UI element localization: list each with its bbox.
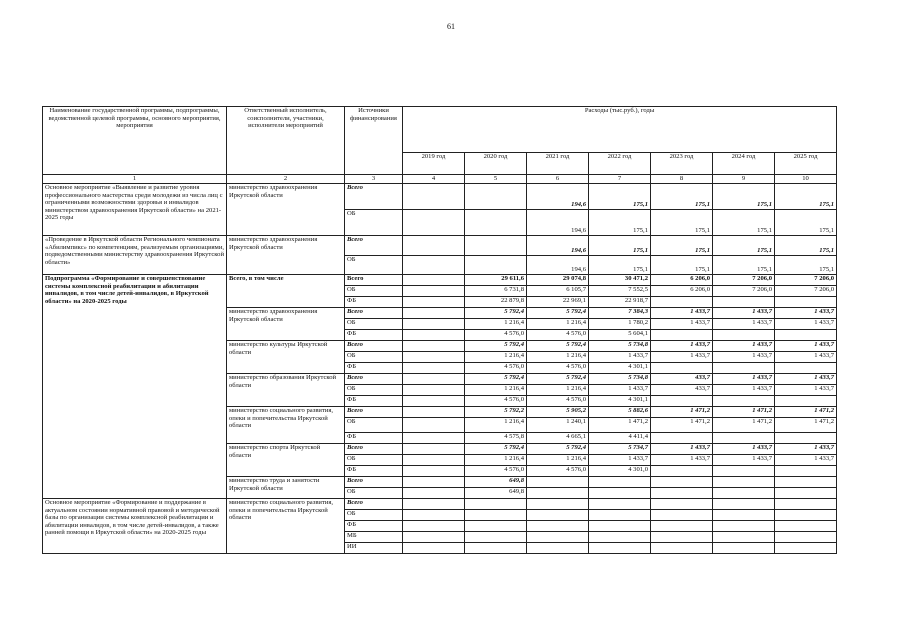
amount-cell [465,256,527,275]
amount-cell [465,543,527,554]
amount-cell: 5 792,4 [465,444,527,455]
amount-cell: 5 882,6 [589,407,651,418]
funding-source: МБ [345,532,403,543]
header-year-3: 2022 год [589,153,651,175]
amount-cell [589,499,651,510]
amount-cell: 1 433,7 [589,385,651,396]
amount-cell: 175,1 [775,236,837,256]
amount-cell: 4 576,0 [527,396,589,407]
table-row [43,236,837,256]
amount-cell: 1 471,2 [651,407,713,418]
funding-source: ОБ [345,455,403,466]
amount-cell: 5 792,4 [465,374,527,385]
amount-cell: 5 792,4 [465,341,527,352]
amount-cell [465,184,527,210]
amount-cell [403,236,465,256]
amount-cell: 1 433,7 [713,308,775,319]
funding-source: ФБ [345,363,403,374]
amount-cell: 175,1 [713,184,775,210]
amount-cell: 175,1 [775,184,837,210]
amount-cell: 6 105,7 [527,286,589,297]
amount-cell: 175,1 [589,210,651,236]
header-year-4: 2023 год [651,153,713,175]
amount-cell [403,455,465,466]
funding-source: ФБ [345,330,403,341]
amount-cell [651,330,713,341]
amount-cell: 1 471,2 [713,407,775,418]
amount-cell [403,330,465,341]
amount-cell: 5 734,7 [589,444,651,455]
amount-cell: 4 576,0 [527,363,589,374]
amount-cell [713,521,775,532]
amount-cell [465,210,527,236]
amount-cell [589,510,651,521]
table-row [43,184,837,210]
amount-cell [713,488,775,499]
amount-cell: 1 216,4 [465,352,527,363]
header-executor: Ответственный исполнитель, соисполнители, участники, исполнители мероприятий [227,107,345,175]
amount-cell: 175,1 [651,210,713,236]
column-number-8: 8 [651,175,713,184]
amount-cell: 7 206,0 [713,275,775,286]
column-number-4: 4 [403,175,465,184]
amount-cell [713,532,775,543]
amount-cell: 433,7 [651,385,713,396]
funding-source: ОБ [345,488,403,499]
program-name: Основное мероприятие «Формирование и поддержание в актуальном состоянии нормативной правовой и методической базы по организации системы комплексной реабилитации и абилитации инвалидов, в том числе детей-инвалидов, а также ранней помощи в Иркутской области» на 2020-2025 годы [43,499,227,554]
amount-cell: 4 575,8 [465,433,527,444]
amount-cell: 1 433,7 [589,455,651,466]
amount-cell [403,396,465,407]
amount-cell [403,210,465,236]
amount-cell [651,433,713,444]
amount-cell [403,532,465,543]
table-row [43,275,837,286]
amount-cell [775,466,837,477]
funding-source: ОБ [345,319,403,330]
funding-source: ФБ [345,466,403,477]
amount-cell [527,477,589,488]
funding-source: Всего [345,407,403,418]
amount-cell [589,543,651,554]
amount-cell: 1 216,4 [527,352,589,363]
amount-cell [403,275,465,286]
executor: министерство здравоохранения Иркутской области [227,308,345,341]
amount-cell [775,532,837,543]
funding-source: ОБ [345,352,403,363]
amount-cell: 175,1 [713,236,775,256]
amount-cell: 1 433,7 [651,352,713,363]
amount-cell: 1 433,7 [775,341,837,352]
amount-cell [775,363,837,374]
header-year-6: 2025 год [775,153,837,175]
amount-cell [713,363,775,374]
amount-cell [713,330,775,341]
amount-cell: 175,1 [651,184,713,210]
amount-cell: 1 433,7 [713,385,775,396]
amount-cell: 6 731,8 [465,286,527,297]
amount-cell: 1 433,7 [713,374,775,385]
amount-cell [465,236,527,256]
amount-cell [713,297,775,308]
amount-cell [651,532,713,543]
amount-cell [403,488,465,499]
amount-cell [589,532,651,543]
amount-cell: 5 792,4 [527,308,589,319]
amount-cell: 175,1 [713,210,775,236]
amount-cell [527,543,589,554]
budget-table [42,106,837,554]
amount-cell [713,543,775,554]
amount-cell [403,510,465,521]
amount-cell: 1 433,7 [775,385,837,396]
header-year-2: 2021 год [527,153,589,175]
amount-cell: 5 734,8 [589,341,651,352]
amount-cell: 1 433,7 [713,352,775,363]
amount-cell: 175,1 [651,236,713,256]
column-number-5: 5 [465,175,527,184]
amount-cell: 5 734,8 [589,374,651,385]
executor: министерство спорта Иркутской области [227,444,345,477]
amount-cell [403,352,465,363]
funding-source: ОБ [345,286,403,297]
amount-cell: 1 780,2 [589,319,651,330]
amount-cell: 1 471,2 [713,418,775,433]
amount-cell: 4 665,1 [527,433,589,444]
amount-cell: 1 216,4 [465,455,527,466]
amount-cell [651,477,713,488]
amount-cell [403,407,465,418]
amount-cell: 175,1 [713,256,775,275]
amount-cell [713,477,775,488]
amount-cell [403,499,465,510]
amount-cell [403,477,465,488]
amount-cell: 1 433,7 [651,341,713,352]
amount-cell: 1 471,2 [775,418,837,433]
amount-cell: 4 576,0 [465,330,527,341]
amount-cell: 1 216,4 [527,319,589,330]
amount-cell [465,532,527,543]
amount-cell [403,286,465,297]
column-number-9: 9 [713,175,775,184]
header-source: Источники финансирования [345,107,403,175]
amount-cell [651,396,713,407]
amount-cell [403,543,465,554]
funding-source: ФБ [345,433,403,444]
amount-cell: 1 216,4 [527,455,589,466]
amount-cell [713,433,775,444]
amount-cell [713,499,775,510]
amount-cell: 5 905,2 [527,407,589,418]
amount-cell [651,297,713,308]
program-name: «Проведение в Иркутской области Регионального чемпионата «Абилимпикс» по компетенциям, реализуемым организациями, подведомственными министерству здравоохранения Иркутской области» [43,236,227,275]
funding-source: Всего [345,477,403,488]
amount-cell: 5 792,4 [527,374,589,385]
amount-cell: 6 206,0 [651,275,713,286]
amount-cell [403,521,465,532]
amount-cell: 7 384,3 [589,308,651,319]
executor: министерство образования Иркутской области [227,374,345,407]
executor: министерство социального развития, опеки и попечительства Иркутской области [227,499,345,554]
amount-cell [651,466,713,477]
amount-cell: 1 216,4 [465,385,527,396]
funding-source: Всего [345,341,403,352]
amount-cell [403,385,465,396]
amount-cell: 7 206,0 [775,286,837,297]
amount-cell: 1 433,7 [713,341,775,352]
amount-cell [775,396,837,407]
amount-cell: 1 433,7 [775,455,837,466]
header-year-1: 2020 год [465,153,527,175]
amount-cell: 30 471,2 [589,275,651,286]
amount-cell: 4 576,0 [527,330,589,341]
amount-cell: 1 471,2 [775,407,837,418]
funding-source: Всего [345,499,403,510]
executor: министерство культуры Иркутской области [227,341,345,374]
funding-source: ОБ [345,510,403,521]
amount-cell: 4 576,0 [527,466,589,477]
amount-cell: 4 576,0 [465,396,527,407]
funding-source: ОБ [345,385,403,396]
amount-cell: 4 301,1 [589,363,651,374]
amount-cell: 1 216,4 [527,385,589,396]
amount-cell: 1 433,7 [775,319,837,330]
amount-cell: 1 433,7 [775,374,837,385]
amount-cell [403,363,465,374]
amount-cell: 5 792,4 [465,308,527,319]
funding-source: Всего [345,308,403,319]
amount-cell [465,521,527,532]
amount-cell: 649,8 [465,488,527,499]
header-expenses: Расходы (тыс.руб.), годы [403,107,837,153]
funding-source: Всего [345,275,403,286]
amount-cell [713,510,775,521]
header-name: Наименование государственной программы, подпрограммы, ведомственной целевой программы, основного мероприятия, мероприятия [43,107,227,175]
amount-cell [651,543,713,554]
funding-source: Всего [345,444,403,455]
amount-cell: 1 433,7 [775,444,837,455]
amount-cell: 1 433,7 [713,319,775,330]
amount-cell: 5 792,4 [527,341,589,352]
amount-cell: 1 216,4 [465,418,527,433]
amount-cell [651,510,713,521]
executor: министерство здравоохранения Иркутской области [227,236,345,275]
amount-cell: 1 433,7 [775,352,837,363]
funding-source: ФБ [345,396,403,407]
amount-cell: 175,1 [775,256,837,275]
amount-cell: 22 918,7 [589,297,651,308]
column-number-10: 10 [775,175,837,184]
amount-cell: 175,1 [589,236,651,256]
amount-cell [403,466,465,477]
amount-cell: 175,1 [589,256,651,275]
amount-cell: 5 792,2 [465,407,527,418]
funding-source: Всего [345,236,403,256]
amount-cell: 1 216,4 [465,319,527,330]
amount-cell [713,466,775,477]
amount-cell [403,341,465,352]
amount-cell [403,297,465,308]
amount-cell [775,510,837,521]
amount-cell [775,477,837,488]
amount-cell: 194,6 [527,236,589,256]
page-number: 61 [447,22,455,31]
executor: министерство труда и занятости Иркутской области [227,477,345,499]
amount-cell: 4 576,0 [465,466,527,477]
amount-cell: 29 611,6 [465,275,527,286]
amount-cell: 1 433,7 [651,308,713,319]
amount-cell: 194,6 [527,184,589,210]
amount-cell: 4 576,0 [465,363,527,374]
funding-source: Всего [345,374,403,385]
funding-source: ОБ [345,256,403,275]
amount-cell: 22 879,8 [465,297,527,308]
amount-cell [403,256,465,275]
funding-source: ОБ [345,210,403,236]
amount-cell: 4 411,4 [589,433,651,444]
funding-source: ИИ [345,543,403,554]
amount-cell: 1 471,2 [589,418,651,433]
amount-cell [713,396,775,407]
amount-cell [403,374,465,385]
amount-cell: 1 471,2 [651,418,713,433]
amount-cell: 1 433,7 [775,308,837,319]
amount-cell [527,488,589,499]
executor: Всего, в том числе [227,275,345,308]
amount-cell [589,488,651,499]
amount-cell: 7 552,5 [589,286,651,297]
column-number-6: 6 [527,175,589,184]
amount-cell [403,433,465,444]
funding-source: ОБ [345,418,403,433]
amount-cell [589,477,651,488]
amount-cell [589,521,651,532]
amount-cell: 1 433,7 [651,444,713,455]
amount-cell [403,444,465,455]
amount-cell [527,532,589,543]
amount-cell [465,510,527,521]
amount-cell [775,330,837,341]
amount-cell [651,521,713,532]
program-name: Основное мероприятие «Выявление и развитие уровня профессионального мастерства среди молодежи из числа лиц с ограниченными возможностями здоровья и инвалидов министерством здравоохранения Иркутской области» на 2021-2025 годы [43,184,227,236]
amount-cell: 175,1 [651,256,713,275]
amount-cell: 1 433,7 [713,444,775,455]
amount-cell: 7 206,0 [775,275,837,286]
amount-cell [775,297,837,308]
column-number-2: 2 [227,175,345,184]
amount-cell [775,433,837,444]
amount-cell: 6 206,0 [651,286,713,297]
amount-cell [651,499,713,510]
amount-cell [527,510,589,521]
amount-cell: 4 301,0 [589,466,651,477]
amount-cell [403,319,465,330]
amount-cell [775,521,837,532]
amount-cell: 649,8 [465,477,527,488]
amount-cell [775,488,837,499]
amount-cell [403,418,465,433]
amount-cell [651,488,713,499]
amount-cell: 1 433,7 [651,319,713,330]
amount-cell: 175,1 [775,210,837,236]
amount-cell: 1 433,7 [589,352,651,363]
column-number-1: 1 [43,175,227,184]
amount-cell [527,521,589,532]
amount-cell: 22 969,1 [527,297,589,308]
amount-cell [403,308,465,319]
header-year-0: 2019 год [403,153,465,175]
amount-cell [465,499,527,510]
column-number-3: 3 [345,175,403,184]
program-name: Подпрограмма «Формирование и совершенствование системы комплексной реабилитации и абилитации инвалидов, в том числе детей-инвалидов, в Иркутской области» на 2020-2025 годы [43,275,227,499]
funding-source: ФБ [345,297,403,308]
amount-cell [527,499,589,510]
amount-cell [651,363,713,374]
amount-cell [403,184,465,210]
funding-source: ФБ [345,521,403,532]
funding-source: Всего [345,184,403,210]
amount-cell: 5 792,4 [527,444,589,455]
executor: министерство здравоохранения Иркутской области [227,184,345,236]
amount-cell: 1 433,7 [651,455,713,466]
amount-cell: 194,6 [527,210,589,236]
amount-cell: 194,6 [527,256,589,275]
amount-cell: 175,1 [589,184,651,210]
amount-cell: 7 206,0 [713,286,775,297]
header-year-5: 2024 год [713,153,775,175]
table-row [43,499,837,510]
executor: министерство социального развития, опеки и попечительства Иркутской области [227,407,345,444]
amount-cell [775,499,837,510]
amount-cell: 29 074,8 [527,275,589,286]
column-number-7: 7 [589,175,651,184]
amount-cell: 433,7 [651,374,713,385]
amount-cell: 1 433,7 [713,455,775,466]
amount-cell: 1 240,1 [527,418,589,433]
amount-cell [775,543,837,554]
amount-cell: 4 301,1 [589,396,651,407]
amount-cell: 5 604,1 [589,330,651,341]
